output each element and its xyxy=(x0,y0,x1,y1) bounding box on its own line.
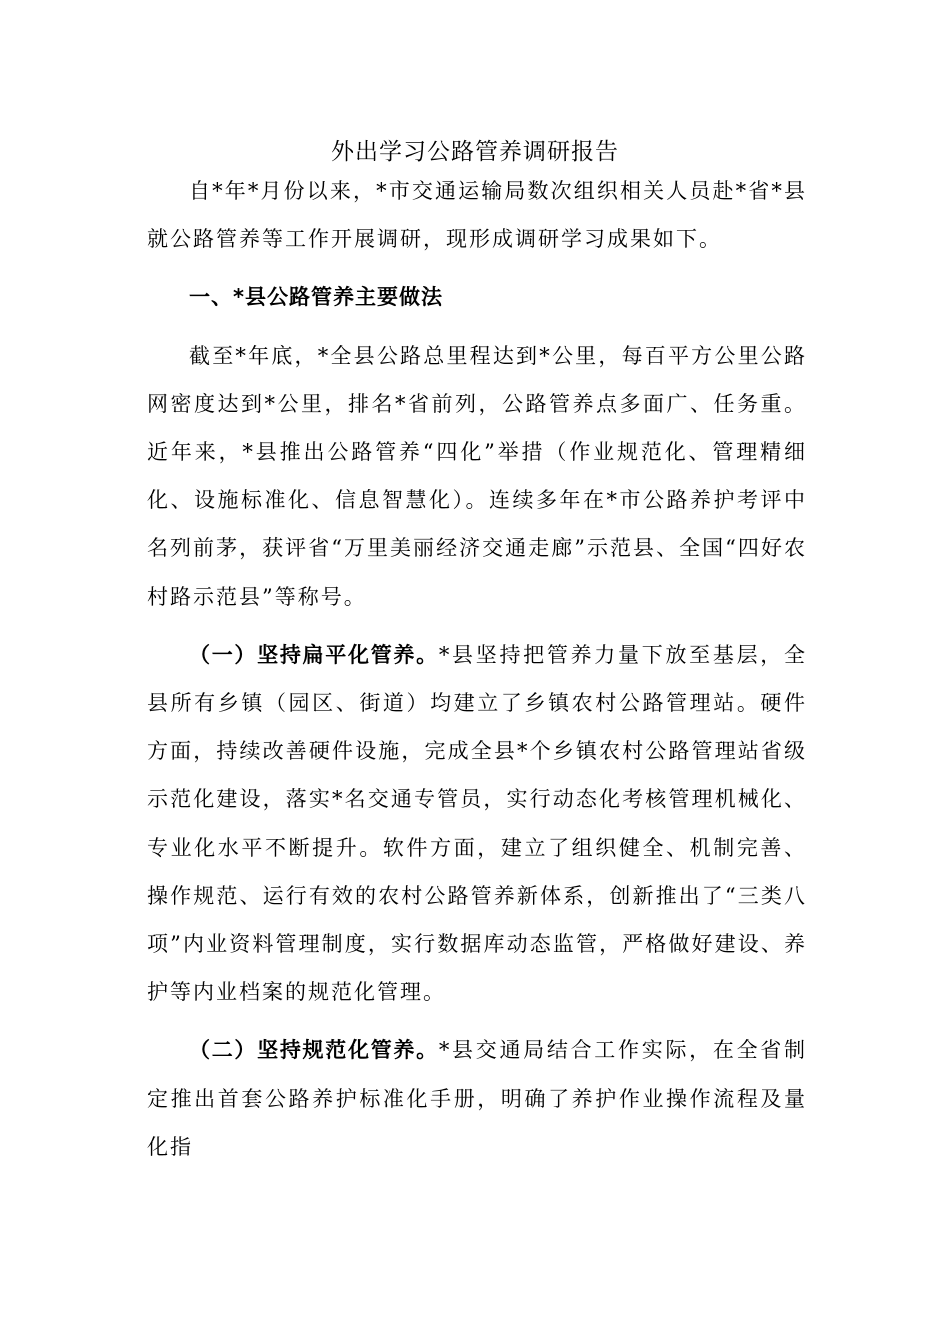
intro-paragraph: 自*年*月份以来，*市交通运输局数次组织相关人员赴*省*县就公路管养等工作开展调研，现形成调研学习成果如下。 xyxy=(147,179,807,252)
document-body xyxy=(147,167,807,1171)
item1-paragraph xyxy=(147,631,807,1017)
item2-paragraph xyxy=(147,1026,807,1171)
item1-text: *县坚持把管养力量下放至基层，全县所有乡镇（园区、街道）均建立了乡镇农村公路管理站。硬件方面，持续改善硬件设施，完成全县*个乡镇农村公路管理站省级示范化建设，落实*名交通专管员，实行动态化考核管理机械化、专业化水平不断提升。软件方面，建立了组织健全、机制完善、操作规范、运行有效的农村公路管养新体系，创新推出了“三类八项”内业资料管理制度，实行数据库动态监管，严格做好建设、养护等内业档案的规范化管理。 xyxy=(147,642,807,1005)
item2-text: *县交通局结合工作实际，在全省制定推出首套公路养护标准化手册，明确了养护作业操作流程及量化指 xyxy=(147,1038,807,1159)
section1-heading: 一、*县公路管养主要做法 xyxy=(189,285,443,310)
section-heading xyxy=(147,273,807,321)
document-title: 外出学习公路管养调研报告 xyxy=(331,139,619,165)
section1-paragraph: 截至*年底，*全县公路总里程达到*公里，每百平方公里公路网密度达到*公里，排名*省前列，公路管养点多面广、任务重。近年来，*县推出公路管养“四化”举措（作业规范化、管理精细化、设施标准化、信息智慧化）。连续多年在*市公路养护考评中名列前茅，获评省“万里美丽经济交通走廊”示范县、全国“四好农村路示范县”等称号。 xyxy=(147,343,807,609)
item2-lead: （二）坚持规范化管养。 xyxy=(189,1038,439,1063)
item1-lead: （一）坚持扁平化管养。 xyxy=(189,642,439,667)
